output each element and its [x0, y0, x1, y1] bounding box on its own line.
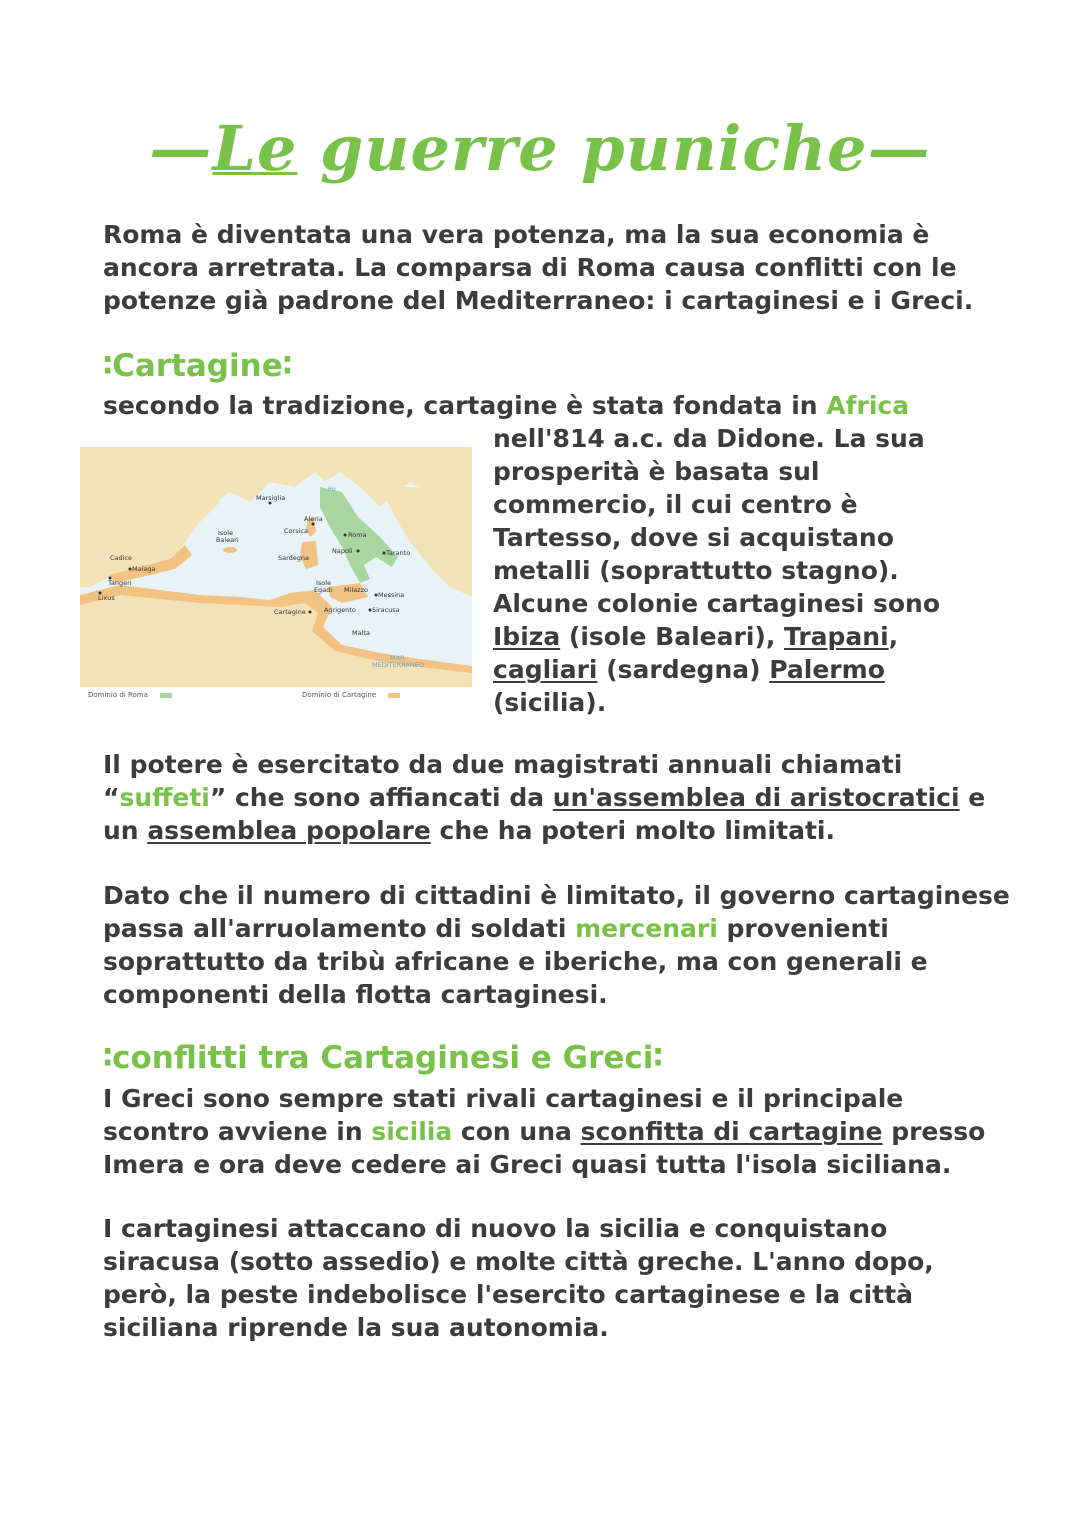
power-line3-end: che ha poteri molto limitati. [430, 816, 835, 845]
army-line2-start: passa all'arruolamento di soldati [103, 914, 576, 943]
map-label-messina: Messina [378, 591, 405, 599]
intro-line: Roma è diventata una vera potenza, ma la sua economia è [103, 220, 930, 249]
highlight-suffeti: suffeti [119, 783, 210, 812]
map-label-marsiglia: Marsiglia [256, 494, 286, 502]
side-line: commercio, il cui centro è [493, 490, 858, 519]
army-line: Dato che il numero di cittadini è limitato, il governo cartaginese [103, 881, 1010, 910]
map-label-cartagine: Cartagine [274, 608, 306, 616]
section-heading-cartagine: ∶Cartagine∶ [103, 348, 292, 384]
map-dot-cartagine [309, 611, 312, 614]
cartagine-side-column [493, 422, 940, 719]
power-line [103, 781, 985, 814]
underline-sconfitta: sconfitta di cartagine [580, 1117, 883, 1146]
legend-rome [88, 691, 172, 699]
map-label-milazzo: Milazzo [344, 586, 369, 594]
conflict-line [103, 1115, 985, 1148]
map-label-mar-2: MEDITERRANEO [372, 661, 425, 669]
title-rest: guerre puniche [297, 112, 868, 185]
map-dot-aleria [312, 523, 315, 526]
map-dot-messina [375, 594, 378, 597]
map-label-corsica: Corsica [284, 527, 308, 535]
power-line3-start: un [103, 816, 148, 845]
army-line2-end: provenienti [717, 914, 889, 943]
map-dot-taranto [383, 552, 386, 555]
underline-assemblea-popolare: assemblea popolare [147, 816, 431, 845]
title-dash-left: — [149, 112, 213, 185]
last-line: però, la peste indebolisce l'esercito cartaginese e la città [103, 1280, 913, 1309]
power-paragraph [103, 748, 985, 847]
power-line: Il potere è esercitato da due magistrati annuali chiamati [103, 750, 903, 779]
side-line-colonies [493, 620, 940, 653]
intro-line: ancora arretrata. La comparsa di Roma causa conflitti con le [103, 253, 957, 282]
mediterranean-map [80, 447, 472, 707]
colony-trapani: Trapani [784, 622, 889, 651]
side-line: metalli (soprattutto stagno). [493, 556, 899, 585]
colony-ibiza: Ibiza [493, 622, 561, 651]
army-paragraph [103, 879, 1010, 1011]
map-label-roma: Roma [348, 531, 367, 539]
power-line [103, 814, 985, 847]
side-line: Alcune colonie cartaginesi sono [493, 589, 940, 618]
last-paragraph [103, 1212, 934, 1344]
map-dot-malaga [129, 568, 132, 571]
conflict-line: I Greci sono sempre stati rivali cartaginesi e il principale [103, 1084, 904, 1113]
map-label-po: Po [328, 485, 336, 493]
map-label-tangeri: Tangeri [108, 579, 132, 587]
map-label-malaga: Malaga [132, 565, 156, 573]
map-label-mar-1: MAR [390, 654, 405, 662]
conflict-line: Imera e ora deve cedere ai Greci quasi tutta l'isola siciliana. [103, 1150, 952, 1179]
quote-open: “ [103, 783, 120, 812]
map-label-isole-egadi-1: Isole [316, 579, 332, 587]
cartagine-first-line [103, 389, 909, 422]
conflict-line2-start: scontro avviene in [103, 1117, 372, 1146]
side-line: (sicilia). [493, 688, 607, 717]
map-label-cadice: Cadice [110, 554, 133, 562]
map-label-isole-baleari-1: Isole [218, 529, 234, 537]
army-line [103, 912, 1010, 945]
map-label-aleria: Aleria [304, 515, 323, 523]
map-dot-lixus [99, 592, 102, 595]
power-line-end: e [959, 783, 986, 812]
legend-carthage-label: Dominio di Cartagine [302, 691, 377, 699]
map-label-napoli: Napoli [332, 547, 353, 555]
colony-cagliari: cagliari [493, 655, 598, 684]
map-dot-roma [344, 534, 347, 537]
colony-cagliari-note: (sardegna) [597, 655, 770, 684]
map-image [80, 447, 472, 687]
side-line: Tartesso, dove si acquistano [493, 523, 894, 552]
map-label-lixus: Lixus [98, 594, 115, 602]
highlight-africa: Africa [826, 391, 910, 420]
map-label-agrigento: Agrigento [324, 606, 356, 614]
underline-assemblea-aristocratici: un'assemblea di aristocratici [552, 783, 960, 812]
map-balearics [223, 547, 237, 553]
side-line-colonies [493, 653, 940, 686]
map-label-isole-baleari-2: Baleari [216, 536, 239, 544]
map-dot-tangeri [109, 577, 112, 580]
map-label-sardegna: Sardegna [278, 554, 310, 562]
side-line: prosperità è basata sul [493, 457, 820, 486]
map-dot-napoli [357, 550, 360, 553]
section-heading-conflitti: ∶conflitti tra Cartaginesi e Greci∶ [103, 1040, 663, 1076]
colony-palermo: Palermo [769, 655, 885, 684]
legend-rome-label: Dominio di Roma [88, 691, 148, 699]
intro-paragraph [103, 218, 973, 317]
legend-rome-swatch [160, 693, 172, 698]
conflict-line2-end: presso [882, 1117, 986, 1146]
highlight-sicilia: sicilia [371, 1117, 453, 1146]
intro-line: potenze già padrone del Mediterraneo: i cartaginesi e i Greci. [103, 286, 974, 315]
last-line: I cartaginesi attaccano di nuovo la sicilia e conquistano [103, 1214, 888, 1243]
map-dot-marsiglia [269, 502, 272, 505]
colony-comma: , [888, 622, 899, 651]
last-line: siciliana riprende la sua autonomia. [103, 1313, 609, 1342]
cartagine-line-text: secondo la tradizione, cartagine è stata fondata in [103, 391, 827, 420]
legend-carthage-swatch [388, 693, 400, 698]
army-line: soprattutto da tribù africane e iberiche, ma con generali e [103, 947, 928, 976]
title-dash-right: — [867, 112, 931, 185]
map-label-taranto: Taranto [386, 549, 411, 557]
army-line: componenti della flotta cartaginesi. [103, 980, 608, 1009]
highlight-mercenari: mercenari [575, 914, 718, 943]
map-label-isole-egadi-2: Egadi [314, 586, 333, 594]
side-line: nell'814 a.c. da Didone. La sua [493, 424, 925, 453]
map-label-siracusa: Siracusa [372, 606, 400, 614]
map-dot-siracusa [369, 609, 372, 612]
power-line-mid: ” che sono affiancati da [209, 783, 553, 812]
last-line: siracusa (sotto assedio) e molte città greche. L'anno dopo, [103, 1247, 934, 1276]
page-title [0, 112, 1080, 185]
legend-carthage [302, 691, 400, 699]
map-label-malta: Malta [352, 629, 370, 637]
title-underlined-word: Le [212, 112, 298, 185]
conflict-paragraph [103, 1082, 985, 1181]
conflict-line2-mid: con una [452, 1117, 581, 1146]
colony-ibiza-note: (isole Baleari), [560, 622, 785, 651]
